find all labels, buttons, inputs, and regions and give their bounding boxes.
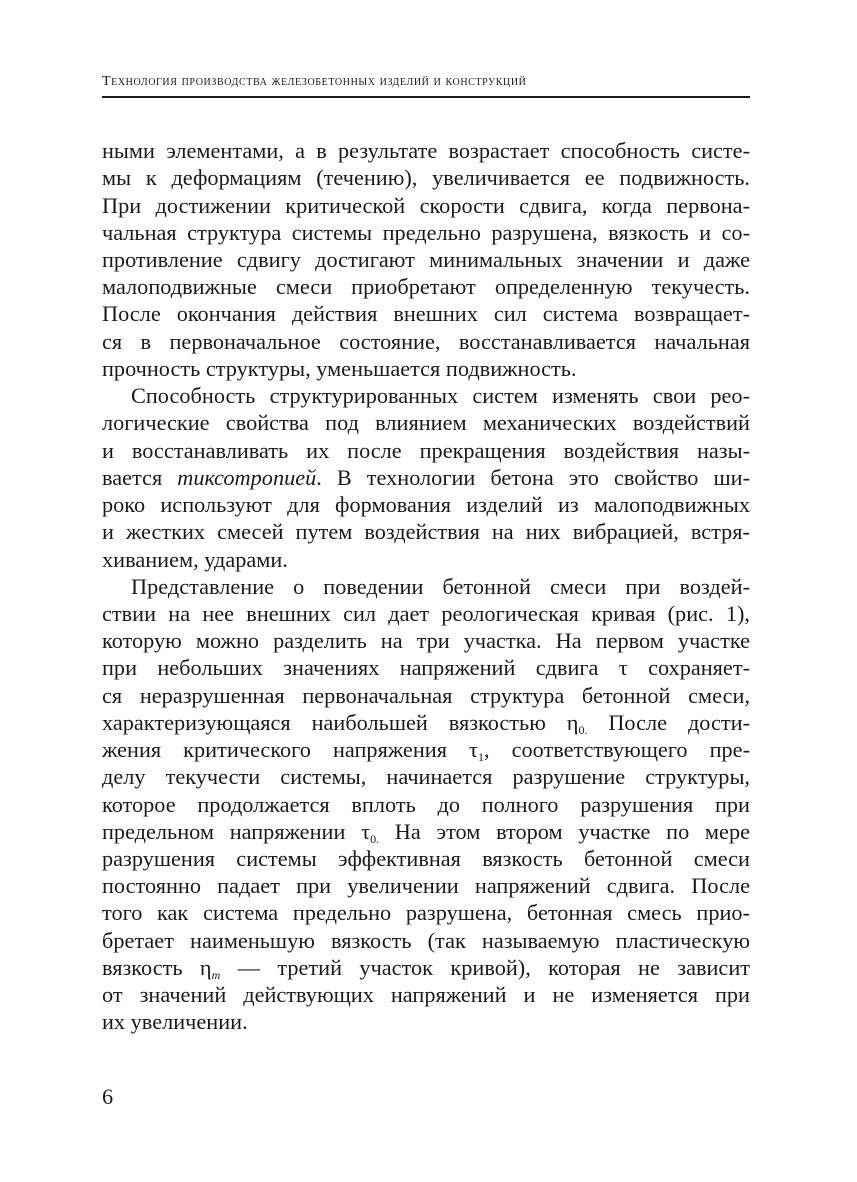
text-segment: вается bbox=[102, 464, 178, 490]
text-line bbox=[102, 137, 750, 165]
text-segment: , соответствующего пре- bbox=[483, 737, 750, 763]
text-line bbox=[102, 518, 750, 546]
text-segment: противление сдвигу достигают минимальных значении и даже bbox=[102, 246, 750, 272]
text-segment: делу текучести системы, начинается разрушение структуры, bbox=[102, 764, 750, 790]
text-segment: и жестких смесей путем воздействия на них вибрацией, встря- bbox=[102, 519, 750, 545]
text-line bbox=[102, 899, 750, 927]
text-segment: После дости- bbox=[587, 709, 750, 735]
text-line bbox=[102, 927, 750, 955]
text-segment: которую можно разделить на три участка. На первом участке bbox=[102, 628, 750, 654]
text-segment: хиванием, ударами. bbox=[102, 546, 288, 572]
text-segment: роко используют для формования изделий из малоподвижных bbox=[102, 492, 750, 517]
text-line bbox=[102, 654, 750, 682]
text-segment: Способность структурированных систем изменять свои рео- bbox=[131, 383, 750, 409]
running-header-title: Технология производства железобетонных изделий и конструкций bbox=[102, 74, 527, 89]
text-segment: . В технологии бетона это свойство ши- bbox=[316, 464, 750, 490]
text-segment: характеризующаяся наибольшей вязкостью η bbox=[102, 709, 579, 735]
text-line bbox=[102, 736, 750, 764]
text-line bbox=[102, 328, 750, 356]
page-number: 6 bbox=[102, 1084, 114, 1109]
text-segment: ся в первоначальное состояние, восстанавливается начальная bbox=[102, 328, 750, 354]
text-segment: малоподвижные смеси приобретают определенную текучесть. bbox=[102, 274, 750, 300]
text-line bbox=[102, 164, 750, 192]
emphasized-term: тиксотропией bbox=[177, 464, 317, 490]
subscript: 0. bbox=[578, 722, 588, 737]
text-segment: и восстанавливать их после прекращения воздействия назы- bbox=[102, 437, 750, 463]
text-segment: постоянно падает при увеличении напряжений сдвига. После bbox=[102, 873, 750, 899]
text-line bbox=[102, 300, 750, 328]
text-segment: ными элементами, а в результате возрастает способность систе- bbox=[102, 138, 750, 163]
text-line bbox=[131, 573, 750, 601]
text-line bbox=[102, 273, 750, 301]
text-line bbox=[102, 981, 750, 1009]
text-segment: бретает наименьшую вязкость (так называемую пластическую bbox=[102, 927, 750, 953]
text-segment: которое продолжается вплоть до полного разрушения при bbox=[102, 791, 750, 817]
text-segment: логические свойства под влиянием механических воздействий bbox=[102, 410, 750, 436]
text-line bbox=[102, 464, 750, 492]
text-line bbox=[102, 818, 750, 846]
text-segment: вязкость η bbox=[102, 954, 212, 980]
text-line bbox=[102, 954, 750, 982]
text-segment: прочность структуры, уменьшается подвижность. bbox=[102, 355, 577, 381]
text-line bbox=[102, 491, 750, 519]
text-segment: от значений действующих напряжений и не изменяется при bbox=[102, 982, 750, 1008]
text-segment: ся неразрушенная первоначальная структура бетонной смеси, bbox=[102, 682, 750, 708]
text-line bbox=[102, 682, 750, 710]
text-segment: предельном напряжении τ bbox=[102, 818, 371, 844]
text-line bbox=[102, 246, 750, 274]
subscript bbox=[212, 968, 221, 982]
text-segment: — третий участок кривой), которая не зависит bbox=[220, 954, 750, 980]
text-line bbox=[102, 219, 750, 247]
text-line bbox=[102, 600, 750, 628]
text-line bbox=[102, 409, 750, 437]
text-segment: разрушения системы эффективная вязкость бетонной смеси bbox=[102, 846, 750, 871]
text-segment: После окончания действия внешних сил система возвращает- bbox=[102, 301, 750, 327]
text-line bbox=[102, 192, 750, 220]
text-segment: При достижении критической скорости сдвига, когда первона- bbox=[102, 192, 750, 218]
text-line bbox=[102, 791, 750, 819]
text-line bbox=[102, 1008, 750, 1036]
text-line bbox=[102, 355, 750, 383]
subscript: 1 bbox=[477, 750, 484, 765]
text-line bbox=[102, 437, 750, 465]
subscript-text: m bbox=[211, 967, 221, 982]
text-segment: при небольших значениях напряжений сдвига τ сохраняет- bbox=[102, 655, 750, 681]
subscript: 0. bbox=[370, 831, 380, 846]
text-segment: того как система предельно разрушена, бетонная смесь прио- bbox=[102, 900, 750, 926]
text-line bbox=[102, 872, 750, 900]
text-line bbox=[102, 546, 750, 574]
text-line bbox=[102, 845, 750, 873]
text-line bbox=[102, 709, 750, 737]
text-line bbox=[131, 382, 750, 410]
running-header bbox=[102, 72, 750, 98]
text-segment: их увеличении. bbox=[102, 1009, 248, 1035]
text-segment: На этом втором участке по мере bbox=[379, 818, 750, 844]
text-segment: ствии на нее внешних сил дает реологическая кривая (рис. 1), bbox=[102, 600, 750, 626]
text-segment: мы к деформациям (течению), увеличивается ее подвижность. bbox=[102, 165, 750, 191]
text-line bbox=[102, 627, 750, 655]
text-line bbox=[102, 763, 750, 791]
text-segment: Представление о поведении бетонной смеси при воздей- bbox=[131, 573, 750, 599]
text-segment: чальная структура системы предельно разрушена, вязкость и со- bbox=[102, 219, 750, 245]
text-segment: жения критического напряжения τ bbox=[102, 737, 478, 763]
